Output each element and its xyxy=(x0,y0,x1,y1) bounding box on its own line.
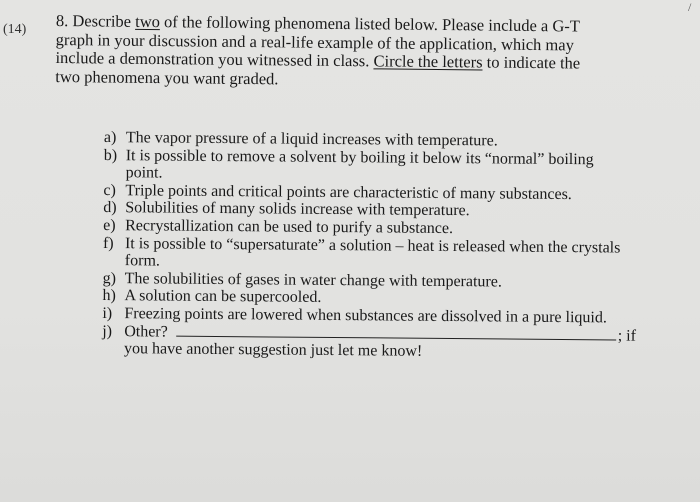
question-line-1-rest: of the following phenomena listed below. Please include a G-T xyxy=(159,12,581,36)
item-letter: a) xyxy=(103,129,117,147)
question-line-3-rest: to indicate the xyxy=(482,52,581,73)
item-text: A solution can be supercooled. xyxy=(124,287,322,307)
item-letter: i) xyxy=(102,304,113,323)
item-text-continued: you have another suggestion just let me know! xyxy=(124,340,423,360)
question-line-3-start: include a demonstration you witnessed in class. xyxy=(55,47,374,71)
item-letter: d) xyxy=(103,199,117,217)
point-value: (14) xyxy=(3,22,27,37)
item-text: The vapor pressure of a liquid increases with temperature. xyxy=(125,129,498,150)
pen-mark: / xyxy=(688,0,692,14)
item-text: The solubilities of gases in water change with temperature. xyxy=(124,269,502,291)
question-line-2: graph in your discussion and a real-life example of the application, which may xyxy=(55,29,575,54)
item-letter: e) xyxy=(103,216,116,235)
question-number-text: 8. Describe xyxy=(55,11,136,31)
item-letter: j) xyxy=(102,322,113,340)
item-text: Freezing points are lowered when substances are dissolved in a pure liquid. xyxy=(124,305,607,327)
item-text-continued: form. xyxy=(124,252,161,270)
item-text: Recrystallization can be used to purify a substance. xyxy=(125,217,454,238)
other-suffix: ; if xyxy=(617,327,637,345)
item-letter: f) xyxy=(102,234,114,252)
item-letter: c) xyxy=(103,181,116,199)
item-text: Solubilities of many solids increase with temperature. xyxy=(125,199,470,220)
underlined-circle-the-letters: Circle the letters xyxy=(373,51,483,72)
underlined-two: two xyxy=(135,11,161,32)
item-text: It is possible to “supersaturate” a solution – heat is released when the crystals xyxy=(124,234,621,257)
phenomena-list xyxy=(102,129,694,363)
other-label: Other? xyxy=(124,322,168,341)
item-text-continued: point. xyxy=(125,164,163,182)
item-text: Triple points and critical points are characteristic of many substances. xyxy=(125,181,572,203)
question-line-4: two phenomena you want graded. xyxy=(55,66,279,88)
item-letter: h) xyxy=(102,287,116,305)
item-letter: g) xyxy=(102,269,117,287)
item-letter: b) xyxy=(103,146,118,164)
fill-in-blank[interactable] xyxy=(176,323,616,340)
question-prompt xyxy=(55,12,676,92)
item-text: It is possible to remove a solvent by boiling it below its “normal” boiling xyxy=(125,146,594,168)
